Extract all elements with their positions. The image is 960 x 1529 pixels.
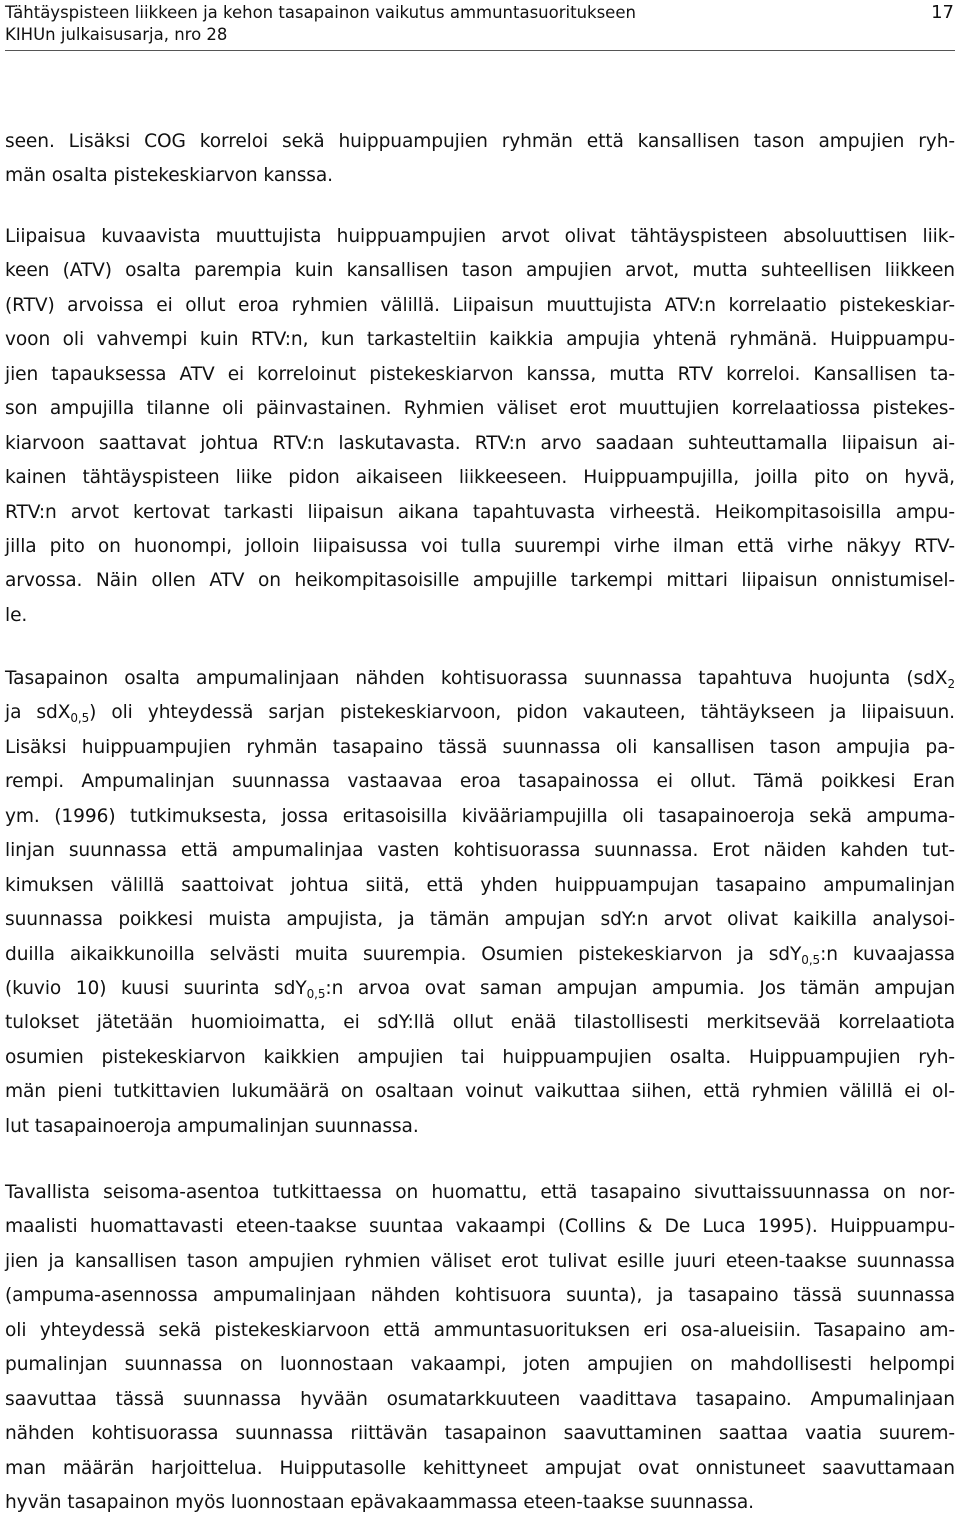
text-line: ym. (1996) tutkimuksesta, jossa eritasoisilla kivääriampujilla oli tasapainoeroja sekä ampuma- [5,805,955,827]
text-line: jien ja kansallisen tason ampujien ryhmien väliset erot tulivat esille juuri eteen-taakse suunnassa [5,1250,955,1272]
text-line [5,938,955,972]
running-header [5,2,955,46]
subscript: 0,5 [306,986,326,1001]
text-line: Lisäksi huippuampujien ryhmän tasapaino tässä suunnassa oli kansallisen tason ampujia pa- [5,736,955,758]
text-line: keen (ATV) osalta parempia kuin kansallisen tason ampujien arvot, mutta suhteellisen liikkeen [5,260,955,282]
paragraph-3 [5,662,955,1144]
text-line: voon oli vahvempi kuin RTV:n, kun tarkasteltiin kaikkia ampujia yhtenä ryhmänä. Huippuampu- [5,329,955,351]
header-series: KIHUn julkaisusarja, nro 28 [5,25,228,44]
text-line: le. [5,604,28,626]
text-line: kainen tähtäyspisteen liike pidon aikaiseen liikkeeseen. Huippuampujilla, joilla pito on hyvä, [5,467,955,489]
text-line: hyvän tasapainon myös luonnostaan epävakaammassa eteen-taakse suunnassa. [5,1491,754,1513]
text-line: suunnassa poikkesi muista ampujista, ja tämän ampujan sdY:n arvot olivat kaikilla analysoi- [5,909,955,931]
text-line [5,696,955,730]
line-text: (kuvio 10) kuusi suurinta sdY [5,977,307,999]
subscript: 0,5 [70,711,90,726]
text-line: (ampuma-asennossa ampumalinjaan nähden kohtisuora suunta), ja tasapaino tässä suunnassa [5,1285,955,1307]
text-line: osumien pistekeskiarvon kaikkien ampujien tai huippuampujien osalta. Huippuampujien ryh- [5,1046,955,1068]
text-line: oli yhteydessä sekä pistekeskiarvoon että ammuntasuorituksen eri osa-alueisiin. Tasapaino am- [5,1319,955,1341]
subscript: 2 [947,677,955,691]
text-line: män pieni tutkittavien lukumäärä on osaltaan voinut vaikuttaa siihen, että ryhmien välillä ei ol- [5,1081,955,1103]
text-line: lut tasapainoeroja ampumalinjan suunnassa. [5,1115,419,1137]
text-line: rempi. Ampumalinjan suunnassa vastaavaa eroa tasapainossa ei ollut. Tämä poikkesi Eran [5,771,955,793]
text-line: arvossa. Näin ollen ATV on heikompitasoisille ampujille tarkempi mittari liipaisun onnistumisel- [5,570,955,592]
line-text: ) oli yhteydessä sarjan pistekeskiarvoon, pidon vakauteen, tähtäykseen ja liipaisuun. [89,702,955,724]
text-line: kiarvoon saattavat johtua RTV:n laskutavasta. RTV:n arvo saadaan suhteuttamalla liipaisun ai- [5,432,955,454]
text-line [5,662,955,696]
text-line: Tavallista seisoma-asentoa tutkittaessa on huomattu, että tasapaino sivuttaissuunnassa on nor- [5,1182,955,1203]
text-line: män osalta pistekeskiarvon kanssa. [5,165,333,187]
text-line: tulokset jätetään huomioimatta, ei sdY:llä ollut enää tilastollisesti merkitsevää korrelaatiota [5,1012,955,1034]
text-line: nähden kohtisuorassa suunnassa riittävän tasapainon saavuttaminen saattaa vaatia suurem- [5,1423,955,1445]
line-text: Tasapainon osalta ampumalinjaan nähden kohtisuorassa suunnassa tapahtuva huojunta (sdX [5,668,948,689]
text-line: kimuksen välillä saattoivat johtua siitä, että yhden huippuampujan tasapaino ampumalinjan [5,874,955,896]
text-line: seen. Lisäksi COG korreloi sekä huippuampujien ryhmän että kansallisen tason ampujien ryh- [5,131,955,152]
text-line: maalisti huomattavasti eteen-taakse suuntaa vakaampi (Collins & De Luca 1995). Huippuampu- [5,1216,955,1238]
text-line: saavuttaa tässä suunnassa hyvään osumatarkkuuteen vaadittava tasapaino. Ampumalinjaan [5,1388,955,1410]
text-line: pumalinjan suunnassa on luonnostaan vakaampi, joten ampujien on mahdollisesti helpompi [5,1354,955,1376]
text-line [5,972,955,1006]
text-line: Liipaisua kuvaavista muuttujista huippuampujien arvot olivat tähtäyspisteen absoluuttisen liik- [5,226,955,247]
line-text: :n kuvaajassa [820,943,955,965]
paragraph-1 [5,125,955,194]
text-line: jien tapauksessa ATV ei korreloinut pistekeskiarvon kanssa, mutta RTV korreloi. Kansallisen ta- [5,363,955,385]
subscript: 0,5 [801,952,821,967]
text-line: linjan suunnassa että ampumalinjaa vasten kohtisuorassa suunnassa. Erot näiden kahden tut- [5,840,955,862]
text-line: jilla pito on huonompi, jolloin liipaisussa voi tulla suurempi virhe ilman että virhe näkyy RTV- [5,535,955,557]
paragraph-4 [5,1176,955,1520]
text-line: (RTV) arvoissa ei ollut eroa ryhmien välillä. Liipaisun muuttujista ATV:n korrelaatio pistekeskiar- [5,294,955,316]
line-text: duilla aikaikkunoilla selvästi muita suurempia. Osumien pistekeskiarvon ja sdY [5,943,802,965]
text-line: man määrän harjoittelua. Huipputasolle kehittyneet ampujat ovat onnistuneet saavuttamaan [5,1457,955,1479]
text-line: son ampujilla tilanne oli päinvastainen. Ryhmien väliset erot muuttujien korrelaatiossa pistekes- [5,398,955,420]
header-title: Tähtäyspisteen liikkeen ja kehon tasapainon vaikutus ammuntasuoritukseen [5,3,636,22]
line-text: :n arvoa ovat saman ampujan ampumia. Jos tämän ampujan [325,977,955,999]
page-number: 17 [931,2,954,23]
header-divider [5,50,955,51]
paragraph-2 [5,220,955,633]
text-line: RTV:n arvot kertovat tarkasti liipaisun aikana tapahtuvasta virheestä. Heikompitasoisilla ampu- [5,501,955,523]
line-text: ja sdX [5,702,71,724]
